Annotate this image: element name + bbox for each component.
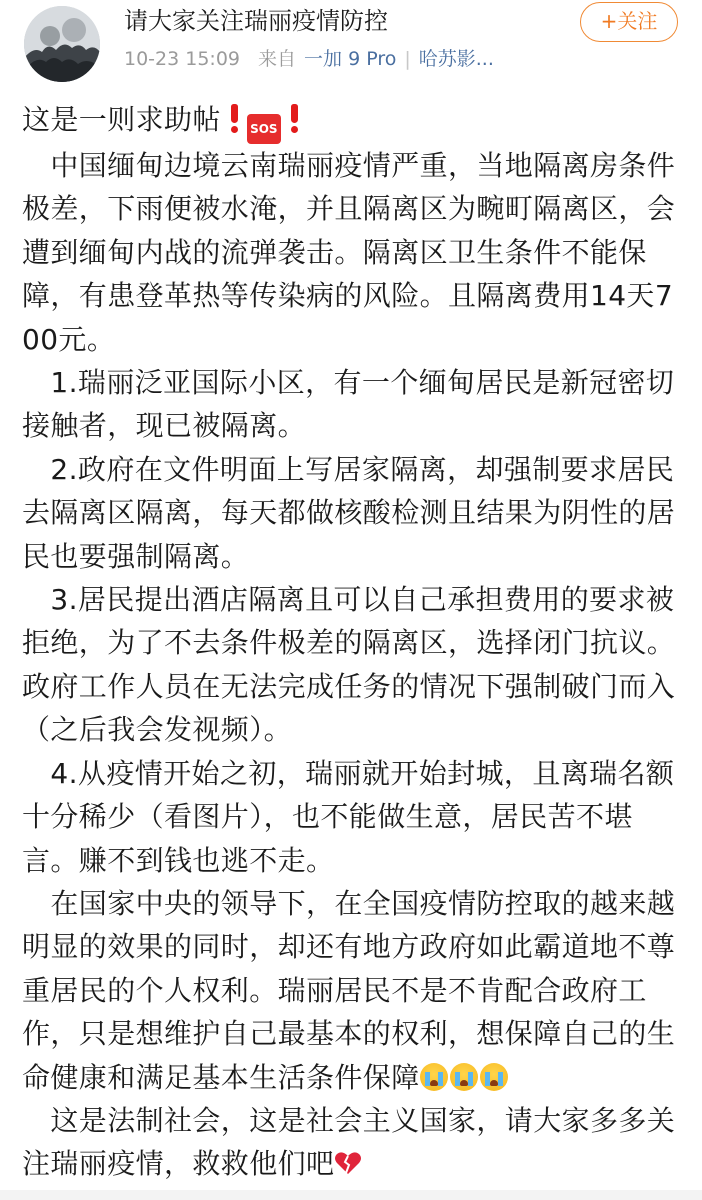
post-intro	[22, 98, 686, 144]
avatar-image-icon	[24, 6, 100, 82]
source-label: 来自	[258, 48, 297, 70]
red-exclamation-icon	[229, 104, 239, 132]
post-header	[0, 0, 702, 92]
follow-button[interactable]: +关注	[580, 2, 678, 42]
paragraph: 2.政府在文件明面上写居家隔离，却强制要求居民去隔离区隔离，每天都做核酸检测且结果为阴性的居民也要强制隔离。	[22, 452, 676, 573]
paragraph: 4.从疫情开始之初，瑞丽就开始封城，且离瑞名额十分稀少（看图片），也不能做生意，居民苦不堪言。赚不到钱也逃不走。	[22, 756, 675, 877]
post-content	[22, 98, 686, 1186]
broken-heart-icon	[334, 1149, 362, 1177]
paragraph: 1.瑞丽泛亚国际小区，有一个缅甸居民是新冠密切接触者，现已被隔离。	[22, 366, 675, 443]
paragraph-text: 在国家中央的领导下，在全国疫情防控取的越来越明显的效果的同时，却还有地方政府如此霸道地不尊重居民的个人权利。瑞丽居民不是不肯配合政府工作，只是想维护自己最基本的权利，想保障自己的生命健康和满足基本生活条件保障	[22, 886, 676, 1094]
username[interactable]: 请大家关注瑞丽疫情防控	[124, 7, 388, 35]
paragraph	[22, 882, 686, 1099]
paragraph: 3.居民提出酒店隔离且可以自己承担费用的要求被拒绝，为了不去条件极差的隔离区，选择闭门抗议。政府工作人员在无法完成任务的情况下强制破门而入（之后我会发视频）。	[22, 583, 676, 747]
topic-link[interactable]: 哈苏影...	[418, 48, 494, 70]
post-timestamp: 10-23 15:09	[124, 48, 241, 70]
red-exclamation-icon	[289, 104, 299, 132]
paragraph: 中国缅甸边境云南瑞丽疫情严重，当地隔离房条件极差，下雨便被水淹，并且隔离区为畹町隔离区，会遭到缅甸内战的流弹袭击。隔离区卫生条件不能保障，有患登革热等传染病的风险。且隔离费用14天700元。	[22, 149, 676, 356]
paragraph	[22, 1099, 686, 1186]
loudly-crying-face-icon	[420, 1063, 448, 1091]
paragraph-text: 这是法制社会，这是社会主义国家，请大家多多关注瑞丽疫情，救救他们吧	[22, 1103, 676, 1181]
device-link[interactable]: 一加 9 Pro	[304, 48, 397, 70]
avatar[interactable]	[24, 6, 100, 82]
sos-icon: SOS	[247, 114, 281, 144]
loudly-crying-face-icon	[450, 1063, 478, 1091]
page-bottom-edge	[0, 1190, 702, 1200]
post-meta	[124, 46, 494, 72]
loudly-crying-face-icon	[480, 1063, 508, 1091]
intro-text: 这是一则求助帖	[22, 103, 221, 136]
meta-separator: |	[404, 48, 411, 70]
